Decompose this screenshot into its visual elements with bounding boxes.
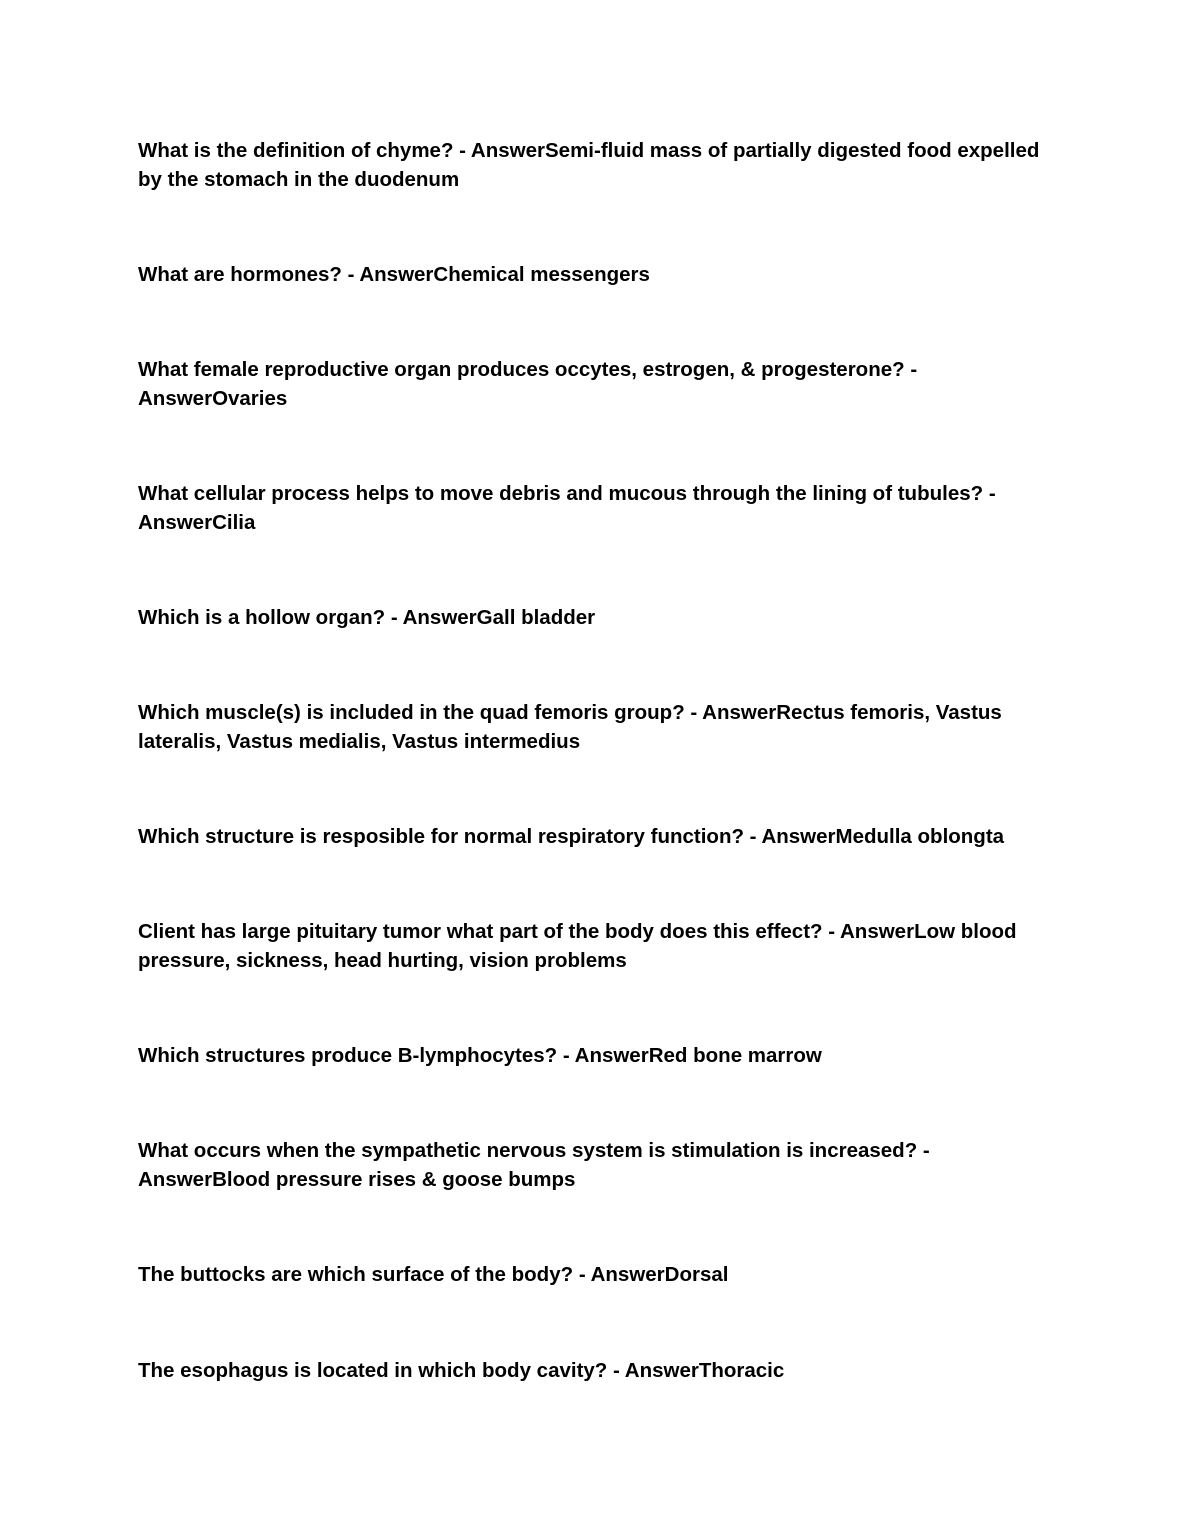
- qa-item-9: [138, 1041, 1058, 1070]
- answer-text: Red bone marrow: [648, 1044, 822, 1067]
- question-text: Which is a hollow organ? - Answer: [138, 606, 477, 629]
- question-text: Which structures produce B-lymphocytes? - Answer: [138, 1044, 649, 1067]
- answer-text: Low blood pressure, sickness, head hurting, vision problems: [138, 920, 1017, 972]
- qa-item-4: [138, 479, 1058, 537]
- qa-item-12: [138, 1356, 1058, 1385]
- answer-text: Thoracic: [698, 1359, 785, 1382]
- answer-text: Blood pressure rises & goose bumps: [212, 1168, 576, 1191]
- question-text: What are hormones? - Answer: [138, 263, 434, 286]
- qa-item-7: [138, 822, 1078, 851]
- answer-text: Rectus femoris, Vastus lateralis, Vastus medialis, Vastus intermedius: [138, 701, 1002, 753]
- answer-text: Gall bladder: [476, 606, 596, 629]
- question-text: What occurs when the sympathetic nervous system is stimulation is increased? - Answer: [138, 1139, 930, 1191]
- question-text: What cellular process helps to move debris and mucous through the lining of tubules? - Answer: [138, 482, 996, 534]
- qa-item-10: [138, 1136, 1058, 1194]
- answer-text: Ovaries: [212, 387, 288, 410]
- qa-item-5: [138, 603, 1058, 632]
- answer-text: Dorsal: [664, 1263, 729, 1286]
- qa-item-6: [138, 698, 1058, 756]
- answer-text: Medulla oblongta: [835, 825, 1005, 848]
- question-text: The buttocks are which surface of the body? - Answer: [138, 1263, 665, 1286]
- qa-item-8: [138, 917, 1058, 975]
- answer-text: Semi-fluid mass of partially digested food expelled by the stomach in the duodenum: [138, 139, 1040, 191]
- question-text: Which muscle(s) is included in the quad femoris group? - Answer: [138, 701, 777, 724]
- qa-item-11: [138, 1260, 1058, 1289]
- question-text: Client has large pituitary tumor what part of the body does this effect? - Answer: [138, 920, 915, 943]
- answer-text: Cilia: [212, 511, 256, 534]
- qa-item-1: [138, 136, 1058, 194]
- answer-text: Chemical messengers: [433, 263, 650, 286]
- qa-item-3: [138, 355, 1058, 413]
- question-text: The esophagus is located in which body cavity? - Answer: [138, 1359, 699, 1382]
- qa-item-2: [138, 260, 1058, 289]
- question-text: What female reproductive organ produces occytes, estrogen, & progesterone? - Answer: [138, 358, 918, 410]
- question-text: Which structure is resposible for normal respiratory function? - Answer: [138, 825, 836, 848]
- question-text: What is the definition of chyme? - Answer: [138, 139, 545, 162]
